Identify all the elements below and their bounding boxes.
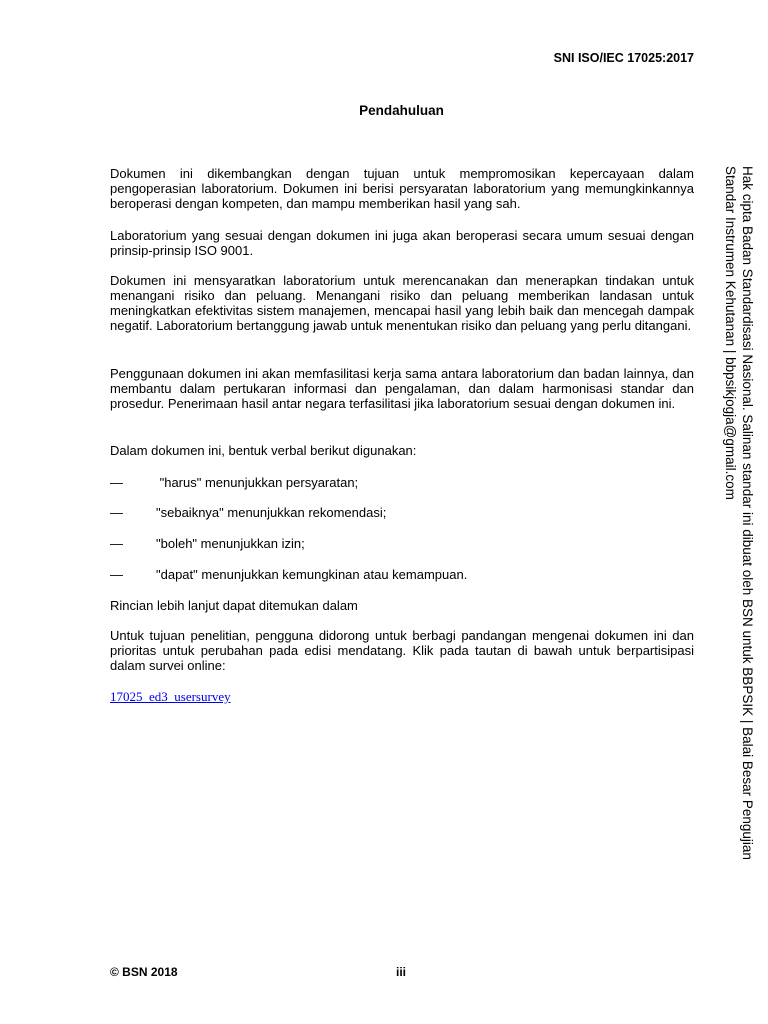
- paragraph-research: Untuk tujuan penelitian, pengguna didorong untuk berbagi pandangan mengenai dokumen ini dan prioritas untuk perubahan pada edisi mendatang. Klik pada tautan di bawah untuk berpartisipasi dalam survei online:: [110, 628, 694, 673]
- footer-page-number: iii: [396, 965, 407, 979]
- side-notice-line-1: Hak cipta Badan Standardisasi Nasional. Salinan standar ini dibuat oleh BSN untuk BBPSIK | Balai Besar Pengujian: [740, 166, 755, 860]
- verbal-form-item: [110, 475, 358, 490]
- dash-marker: —: [110, 567, 123, 582]
- footer-copyright: © BSN 2018: [110, 965, 178, 979]
- paragraph-details: Rincian lebih lanjut dapat ditemukan dalam: [110, 598, 358, 613]
- survey-link[interactable]: 17025_ed3_usersurvey: [110, 689, 231, 704]
- verbal-form-item: [110, 567, 467, 582]
- dash-marker: —: [110, 536, 123, 551]
- verbal-form-text: "dapat" menunjukkan kemungkinan atau kemampuan.: [156, 567, 468, 582]
- document-header-code: SNI ISO/IEC 17025:2017: [553, 51, 694, 65]
- verbal-form-text: "boleh" menunjukkan izin;: [156, 536, 305, 551]
- side-copyright-notice: [723, 166, 756, 860]
- paragraph-iso9001: Laboratorium yang sesuai dengan dokumen ini juga akan beroperasi secara umum sesuai dengan prinsip-prinsip ISO 9001.: [110, 228, 694, 258]
- paragraph-purpose: Dokumen ini dikembangkan dengan tujuan untuk mempromosikan kepercayaan dalam pengoperasian laboratorium. Dokumen ini berisi persyaratan laboratorium yang memungkinkannya beroperasi dengan kompeten, dan mampu memberikan hasil yang sah.: [110, 166, 694, 211]
- dash-marker: —: [110, 475, 123, 490]
- paragraph-cooperation: Penggunaan dokumen ini akan memfasilitasi kerja sama antara laboratorium dan badan lainnya, dan membantu dalam pertukaran informasi dan pengalaman, dan dalam harmonisasi standar dan prosedur. Penerimaan hasil antar negara terfasilitasi jika laboratorium sesuai dengan dokumen ini.: [110, 366, 694, 411]
- verbal-form-text: "harus" menunjukkan persyaratan;: [156, 475, 359, 490]
- verbal-form-item: [110, 505, 386, 520]
- verbal-form-text: "sebaiknya" menunjukkan rekomendasi;: [156, 505, 387, 520]
- verbal-form-item: [110, 536, 305, 551]
- dash-marker: —: [110, 505, 123, 520]
- page-title: Pendahuluan: [359, 103, 444, 118]
- paragraph-verbal-forms-intro: Dalam dokumen ini, bentuk verbal berikut digunakan:: [110, 443, 417, 458]
- paragraph-risk: Dokumen ini mensyaratkan laboratorium untuk merencanakan dan menerapkan tindakan untuk menangani risiko dan peluang. Menangani risiko dan peluang memberikan landasan untuk meningkatkan efektivitas sistem manajemen, mencapai hasil yang lebih baik dan mencegah dampak negatif. Laboratorium bertanggung jawab untuk menentukan risiko dan peluang yang perlu ditangani.: [110, 273, 694, 333]
- side-notice-line-2: Standar Instrumen Kehutanan | bbpsikjogja@gmail.com: [723, 166, 738, 500]
